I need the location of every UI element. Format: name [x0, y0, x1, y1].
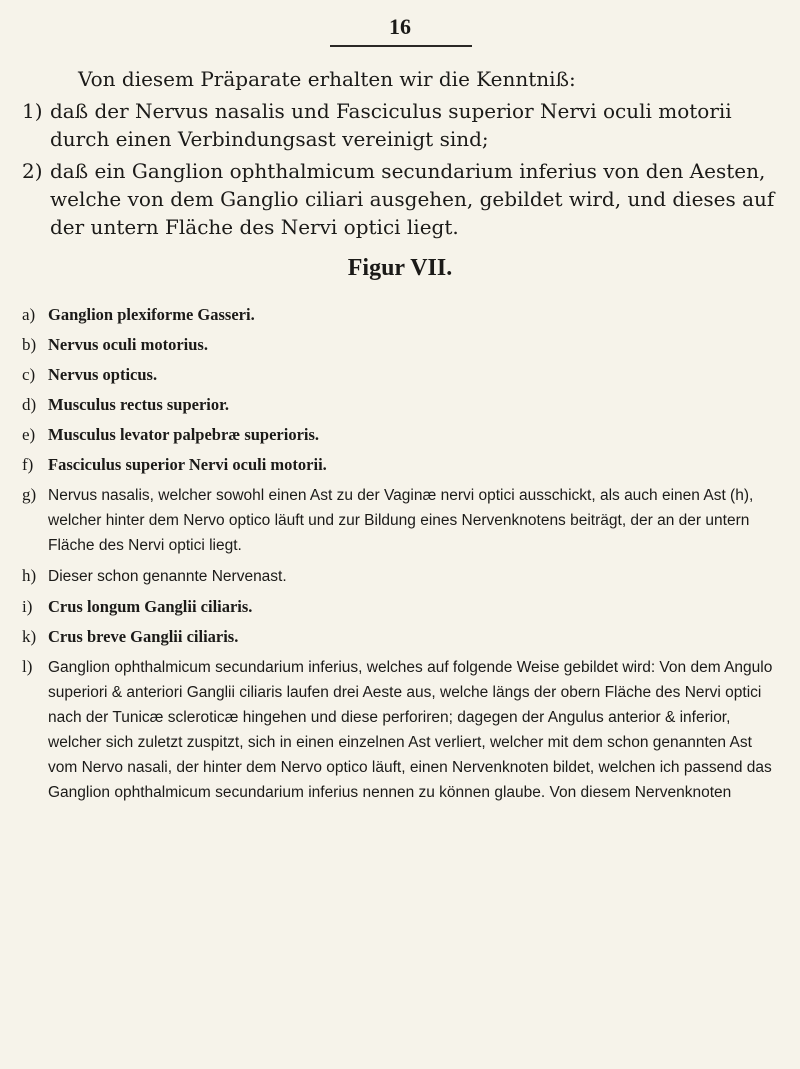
legend-text: Crus breve Ganglii ciliaris. — [48, 627, 239, 646]
legend-mark: k) — [22, 627, 37, 646]
legend-mark: b) — [22, 335, 37, 354]
legend-item-e — [22, 423, 782, 447]
legend-text: Nervus nasalis, welcher sowohl einen Ast zu der Vaginæ nervi optici ausschickt, als auch einen Ast (h), welcher hinter dem Nervo optico läuft und zur Bildung eines Nervenknotens beiträgt, der an der untern Fläche des Nervi optici liegt. — [48, 487, 754, 554]
legend-item-g — [22, 483, 782, 558]
legend-mark: g) — [22, 485, 37, 504]
legend-item-k — [22, 625, 782, 649]
figure-legend-list — [22, 303, 782, 811]
legend-item-a — [22, 303, 782, 327]
legend-item-d — [22, 393, 782, 417]
legend-text: Musculus rectus superior. — [48, 395, 230, 414]
legend-item-b — [22, 333, 782, 357]
finding-1-mark: 1) — [22, 99, 43, 123]
intro-sentence: Von diesem Präparate erhalten wir die Kenntniß: — [78, 67, 576, 91]
legend-text: Dieser schon genannte Nervenast. — [48, 568, 287, 585]
finding-1 — [22, 97, 782, 153]
legend-item-h — [22, 564, 782, 589]
legend-mark: a) — [22, 305, 36, 324]
finding-1-text: daß der Nervus nasalis und Fasciculus superior Nervi oculi motorii durch einen Verbindungsast vereinigt sind; — [50, 99, 732, 151]
finding-2-text: daß ein Ganglion ophthalmicum secundarium inferius von den Aesten, welche von dem Ganglio ciliari ausgehen, gebildet wird, und dieses auf der untern Fläche des Nervi optici liegt. — [50, 159, 775, 239]
legend-mark: i) — [22, 597, 33, 616]
legend-text: Nervus opticus. — [48, 365, 158, 384]
legend-text: Fasciculus superior Nervi oculi motorii. — [48, 455, 327, 474]
legend-item-l — [22, 655, 782, 805]
finding-2-mark: 2) — [22, 159, 43, 183]
legend-mark: d) — [22, 395, 37, 414]
page-number: 16 — [389, 14, 411, 39]
legend-mark: c) — [22, 365, 36, 384]
finding-2 — [22, 157, 782, 241]
legend-text: Nervus oculi motorius. — [48, 335, 208, 354]
header-rule — [330, 45, 472, 47]
legend-text: Ganglion plexiforme Gasseri. — [48, 305, 255, 324]
legend-item-i — [22, 595, 782, 619]
legend-mark: h) — [22, 566, 37, 585]
figure-title: Figur VII. — [347, 255, 453, 281]
legend-item-c — [22, 363, 782, 387]
legend-mark: l) — [22, 657, 33, 676]
legend-mark: f) — [22, 455, 34, 474]
legend-item-f — [22, 453, 782, 477]
legend-text: Crus longum Ganglii ciliaris. — [48, 597, 253, 616]
legend-text: Ganglion ophthalmicum secundarium inferius, welches auf folgende Weise gebildet wird: Von dem Angulo superiori & anteriori Ganglii ciliaris laufen drei Aeste aus, welche längs der obern Fläche des Nervi optici nach der Tunicæ scleroticæ hingehen und diese perforiren; dagegen der Angulus anterior & inferior, welcher sich zuletzt zuspitzt, sich in einen einzelnen Ast verliert, welcher mit dem schon genannten Ast vom Nervo nasali, der hinter dem Nervo optico läuft, einen Nervenknoten bildet, welchen ich passend das Ganglion ophthalmicum secundarium inferius nennen zu können glaube. Von diesem Nervenknoten — [48, 659, 773, 801]
legend-text: Musculus levator palpebræ superioris. — [48, 425, 320, 444]
legend-mark: e) — [22, 425, 36, 444]
